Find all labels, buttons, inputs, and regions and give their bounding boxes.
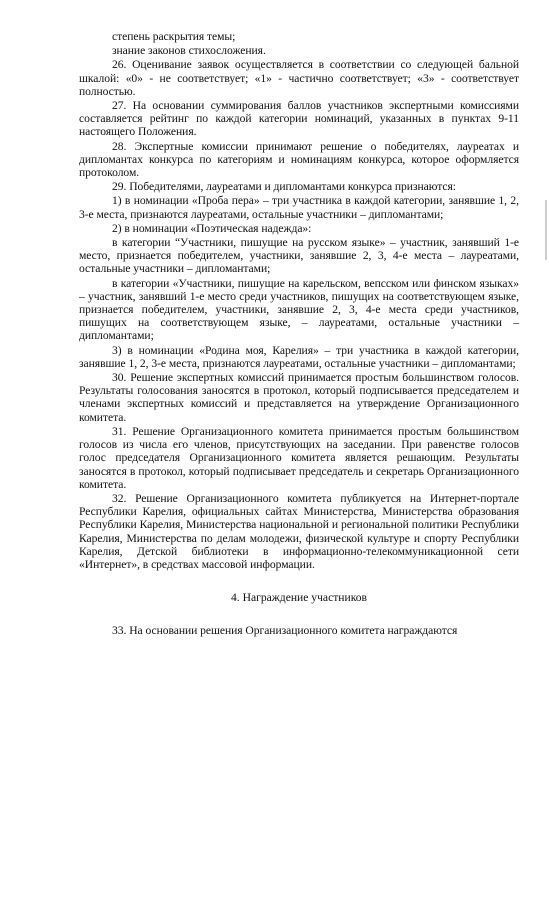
- paragraph-criteria-1: степень раскрытия темы;: [112, 30, 236, 43]
- paragraph-criteria-2: знание законов стихосложения.: [112, 44, 266, 58]
- paragraph-31: 31. Решение Организационного комитета принимается простым большинством голосов из числа его членов, присутствующих на заседании. При равенстве голосов голос председателя Организационного комитета является решающим. Результаты заносятся в протокол, который подписывает председатель и секретарь Организационного комитета.: [79, 424, 519, 491]
- paragraph-29: 29. Победителями, лауреатами и дипломантами конкурса признаются:: [112, 180, 456, 194]
- paragraph-33: 33. На основании решения Организационного комитета награждаются: [112, 624, 458, 638]
- paragraph-26: 26. Оценивание заявок осуществляется в соответствии со следующей бальной шкалой: «0» - не соответствует; «1» - частично соответствует; «3» - соответствует полностью.: [79, 58, 519, 98]
- paragraph-30: 30. Решение экспертных комиссий принимается простым большинством голосов. Результаты голосования заносятся в протокол, который подписывается председателем и членами экспертных комиссий и представляется на утверждение Организационного комитета.: [79, 371, 519, 424]
- paragraph-29-1: 1) в номинации «Проба пера» – три участника в каждой категории, занявшие 1, 2, 3-е места, признаются лауреатами, остальные участники – дипломантами;: [79, 194, 519, 221]
- paragraph-27: 27. На основании суммирования баллов участников экспертными комиссиями составляется рейтинг по каждой категории номинаций, указанных в пунктах 9-11 настоящего Положения.: [79, 99, 519, 139]
- paragraph-29-2: 2) в номинации «Поэтическая надежда»:: [112, 221, 312, 235]
- paragraph-32: 32. Решение Организационного комитета публикуется на Интернет-портале Республики Карелия, официальных сайтах Министерства, Министерства образования Республики Карелия, Министерства национальной и региональной политики Республики Карелия, Министерства по делам молодежи, физической культуре и спорту Республики Карелия, Детской библиотеки в информационно-телекоммуникационной сети «Интернет», в средствах массовой информации.: [79, 491, 519, 571]
- paragraph-28: 28. Экспертные комиссии принимают решение о победителях, лауреатах и дипломантах конкурса по категориям и номинациям конкурса, которое оформляется протоколом.: [79, 139, 519, 180]
- section-heading: 4. Награждение участников: [230, 591, 368, 605]
- paragraph-29-2-russian: в категории “Участники, пишущие на русском языке» – участник, занявший 1-е место, признается победителем, участники, занявшие 2, 3, 4-е места – лауреатами, остальные участники – дипломантами;: [79, 236, 519, 276]
- paragraph-29-2-karelian: в категории «Участники, пишущие на карельском, вепсском или финском языках» – участник, занявший 1-е место среди участников, пишущих на соответствующем языке, признается победителем, участники, занявшие 2, 3, 4-е места среди участников, пишущих на соответствующем языке, – лауреатами, остальные участники – дипломантами;: [79, 276, 519, 343]
- paragraph-29-3: 3) в номинации «Родина моя, Карелия» – три участника в каждой категории, занявшие 1, 2, 3-е места, признаются лауреатами, остальные участники – дипломантами;: [79, 343, 519, 370]
